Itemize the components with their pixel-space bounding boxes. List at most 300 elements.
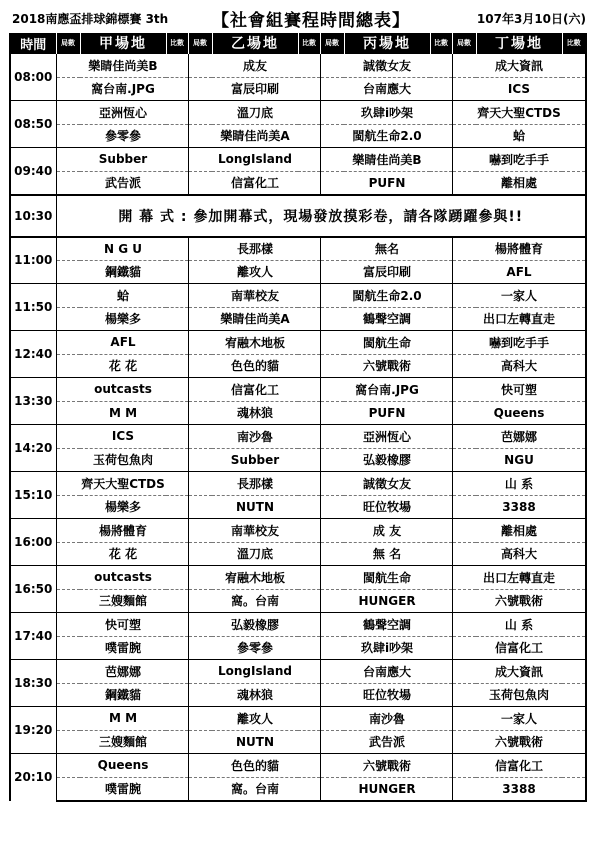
sets-cell — [188, 613, 212, 637]
sets-cell — [452, 683, 476, 707]
sets-cell — [56, 495, 80, 519]
team-name: 成大資訊 — [476, 54, 562, 78]
team-name: M M — [80, 401, 166, 425]
match-row — [10, 378, 586, 402]
score-cell — [298, 378, 320, 402]
match-row — [10, 237, 586, 261]
team-name: 離攻人 — [212, 707, 298, 731]
sets-cell — [320, 401, 344, 425]
score-cell — [430, 730, 452, 754]
sets-cell — [56, 101, 80, 125]
sets-cell — [56, 260, 80, 284]
sets-cell — [320, 613, 344, 637]
team-name: 鶴聲空調 — [344, 613, 430, 637]
score-cell — [298, 777, 320, 801]
sets-cell — [56, 237, 80, 261]
match-row — [10, 401, 586, 425]
score-cell — [166, 307, 188, 331]
score-cell — [298, 331, 320, 355]
sets-cell — [188, 777, 212, 801]
sets-cell — [56, 472, 80, 496]
team-name: 溫刀底 — [212, 101, 298, 125]
page-title: 【社會組賽程時間總表】 — [212, 11, 410, 31]
sets-cell — [452, 331, 476, 355]
sets-cell — [320, 425, 344, 449]
score-cell — [166, 472, 188, 496]
time-header: 時間 — [10, 33, 56, 54]
sets-cell — [188, 124, 212, 148]
sets-cell — [320, 472, 344, 496]
team-name: 3388 — [476, 495, 562, 519]
match-row — [10, 124, 586, 148]
schedule-body — [10, 54, 586, 801]
team-name: NUTN — [212, 730, 298, 754]
team-name: 樂睛佳尚美B — [80, 54, 166, 78]
team-name: 快可塑 — [476, 378, 562, 402]
time-slot: 12:40 — [10, 331, 56, 378]
sets-cell — [320, 354, 344, 378]
score-cell — [562, 171, 586, 195]
sets-cell — [56, 613, 80, 637]
team-name: Subber — [80, 148, 166, 172]
score-cell — [430, 754, 452, 778]
ceremony-row — [10, 195, 586, 237]
ju-header: 局數 — [452, 33, 476, 54]
bi-header: 比數 — [430, 33, 452, 54]
sets-cell — [56, 542, 80, 566]
score-cell — [298, 101, 320, 125]
team-name: 花 花 — [80, 354, 166, 378]
team-name: 離相處 — [476, 171, 562, 195]
team-name: 鋼鐵貓 — [80, 260, 166, 284]
team-name: 弘毅橡膠 — [212, 613, 298, 637]
score-cell — [298, 124, 320, 148]
sets-cell — [56, 307, 80, 331]
score-cell — [430, 448, 452, 472]
court-header-c: 丙場地 — [344, 33, 430, 54]
team-name: 旺位牧場 — [344, 683, 430, 707]
score-cell — [166, 730, 188, 754]
team-name: 窩台南.JPG — [80, 77, 166, 101]
score-cell — [562, 495, 586, 519]
score-cell — [430, 519, 452, 543]
team-name: NGU — [476, 448, 562, 472]
team-name: 高科大 — [476, 354, 562, 378]
sets-cell — [188, 260, 212, 284]
score-cell — [298, 613, 320, 637]
team-name: HUNGER — [344, 777, 430, 801]
score-cell — [430, 307, 452, 331]
score-cell — [562, 284, 586, 308]
sets-cell — [452, 237, 476, 261]
team-name: 3388 — [476, 777, 562, 801]
team-name: 六號戰術 — [476, 730, 562, 754]
team-name: 楊將體育 — [476, 237, 562, 261]
score-cell — [430, 101, 452, 125]
team-name: AFL — [476, 260, 562, 284]
bi-header: 比數 — [562, 33, 586, 54]
sets-cell — [320, 378, 344, 402]
score-cell — [298, 284, 320, 308]
score-cell — [562, 307, 586, 331]
match-row — [10, 566, 586, 590]
sets-cell — [452, 519, 476, 543]
sets-cell — [452, 401, 476, 425]
sets-cell — [452, 660, 476, 684]
match-row — [10, 636, 586, 660]
team-name: 參零參 — [80, 124, 166, 148]
sets-cell — [188, 148, 212, 172]
team-name: 誠徵女友 — [344, 54, 430, 78]
team-name: 窩。台南 — [212, 777, 298, 801]
match-row — [10, 730, 586, 754]
score-cell — [298, 472, 320, 496]
sets-cell — [452, 171, 476, 195]
sets-cell — [188, 636, 212, 660]
schedule-table — [9, 33, 587, 802]
score-cell — [430, 124, 452, 148]
sets-cell — [56, 148, 80, 172]
court-header-d: 丁場地 — [476, 33, 562, 54]
sets-cell — [56, 331, 80, 355]
score-cell — [430, 171, 452, 195]
score-cell — [298, 354, 320, 378]
sets-cell — [320, 542, 344, 566]
score-cell — [166, 519, 188, 543]
time-slot: 18:30 — [10, 660, 56, 707]
score-cell — [166, 171, 188, 195]
score-cell — [562, 425, 586, 449]
team-name: 南沙魯 — [344, 707, 430, 731]
sets-cell — [56, 566, 80, 590]
team-name: 宥融木地板 — [212, 331, 298, 355]
score-cell — [430, 660, 452, 684]
sets-cell — [452, 566, 476, 590]
team-name: 芭娜娜 — [476, 425, 562, 449]
team-name: 鶴聲空調 — [344, 307, 430, 331]
team-name: ICS — [80, 425, 166, 449]
event-date: 107年3月10日(六) — [476, 12, 586, 26]
court-header-b: 乙場地 — [212, 33, 298, 54]
team-name: 鋼鐵貓 — [80, 683, 166, 707]
team-name: LongIsland — [212, 660, 298, 684]
score-cell — [430, 683, 452, 707]
sets-cell — [188, 171, 212, 195]
match-row — [10, 707, 586, 731]
sets-cell — [56, 54, 80, 78]
team-name: 亞洲恆心 — [344, 425, 430, 449]
team-name: 花 花 — [80, 542, 166, 566]
match-row — [10, 519, 586, 543]
score-cell — [562, 660, 586, 684]
team-name: outcasts — [80, 378, 166, 402]
match-row — [10, 284, 586, 308]
sets-cell — [188, 284, 212, 308]
match-row — [10, 754, 586, 778]
team-name: 成友 — [212, 54, 298, 78]
score-cell — [166, 401, 188, 425]
sets-cell — [56, 589, 80, 613]
score-cell — [430, 237, 452, 261]
team-name: 武告派 — [344, 730, 430, 754]
sets-cell — [188, 237, 212, 261]
score-cell — [166, 237, 188, 261]
match-row — [10, 260, 586, 284]
time-slot: 15:10 — [10, 472, 56, 519]
score-cell — [298, 566, 320, 590]
score-cell — [562, 636, 586, 660]
team-name: 色色的貓 — [212, 354, 298, 378]
score-cell — [298, 519, 320, 543]
title-bar — [12, 6, 586, 30]
sets-cell — [320, 754, 344, 778]
sets-cell — [56, 660, 80, 684]
match-row — [10, 448, 586, 472]
match-row — [10, 589, 586, 613]
sets-cell — [452, 730, 476, 754]
score-cell — [430, 589, 452, 613]
sets-cell — [320, 636, 344, 660]
score-cell — [430, 613, 452, 637]
sets-cell — [320, 54, 344, 78]
sets-cell — [56, 354, 80, 378]
team-name: 窩台南.JPG — [344, 378, 430, 402]
team-name: 玉荷包魚肉 — [80, 448, 166, 472]
sets-cell — [452, 54, 476, 78]
score-cell — [562, 566, 586, 590]
score-cell — [166, 660, 188, 684]
score-cell — [298, 542, 320, 566]
sets-cell — [188, 425, 212, 449]
score-cell — [298, 589, 320, 613]
score-cell — [166, 636, 188, 660]
score-cell — [298, 171, 320, 195]
sets-cell — [188, 754, 212, 778]
score-cell — [298, 707, 320, 731]
sets-cell — [188, 354, 212, 378]
score-cell — [166, 54, 188, 78]
team-name: 窩。台南 — [212, 589, 298, 613]
sets-cell — [452, 754, 476, 778]
sets-cell — [452, 101, 476, 125]
bi-header: 比數 — [298, 33, 320, 54]
sets-cell — [452, 260, 476, 284]
match-row — [10, 425, 586, 449]
score-cell — [298, 683, 320, 707]
sets-cell — [320, 660, 344, 684]
score-cell — [430, 707, 452, 731]
time-slot: 11:00 — [10, 237, 56, 284]
sets-cell — [188, 401, 212, 425]
team-name: 信富化工 — [212, 171, 298, 195]
team-name: 離攻人 — [212, 260, 298, 284]
score-cell — [562, 54, 586, 78]
sets-cell — [320, 284, 344, 308]
team-name: 蛤 — [80, 284, 166, 308]
sets-cell — [320, 683, 344, 707]
team-name: 玖肆i吵架 — [344, 636, 430, 660]
score-cell — [166, 77, 188, 101]
sets-cell — [452, 378, 476, 402]
match-row — [10, 660, 586, 684]
team-name: 台南應大 — [344, 77, 430, 101]
ceremony-time: 10:30 — [10, 195, 56, 237]
team-name: 一家人 — [476, 284, 562, 308]
score-cell — [430, 472, 452, 496]
match-row — [10, 354, 586, 378]
team-name: 旺位牧場 — [344, 495, 430, 519]
match-row — [10, 331, 586, 355]
team-name: 楊將體育 — [80, 519, 166, 543]
team-name: 南華校友 — [212, 519, 298, 543]
team-name: 一家人 — [476, 707, 562, 731]
ju-header: 局數 — [56, 33, 80, 54]
team-name: 出口左轉直走 — [476, 307, 562, 331]
sets-cell — [452, 472, 476, 496]
score-cell — [166, 777, 188, 801]
score-cell — [166, 566, 188, 590]
team-name: 玖肆i吵架 — [344, 101, 430, 125]
team-name: 楊樂多 — [80, 495, 166, 519]
score-cell — [166, 148, 188, 172]
sets-cell — [452, 354, 476, 378]
score-cell — [562, 124, 586, 148]
sets-cell — [320, 730, 344, 754]
team-name: 三嫂麵館 — [80, 730, 166, 754]
team-name: 玉荷包魚肉 — [476, 683, 562, 707]
ceremony-text: 開 幕 式 : 參加開幕式，現場發放摸彩卷，請各隊踴躍參與!! — [56, 195, 586, 237]
score-cell — [562, 542, 586, 566]
sets-cell — [188, 448, 212, 472]
sets-cell — [188, 660, 212, 684]
score-cell — [166, 354, 188, 378]
match-row — [10, 495, 586, 519]
team-name: 無名 — [344, 237, 430, 261]
team-name: 長那樣 — [212, 237, 298, 261]
sets-cell — [320, 589, 344, 613]
team-name: 信富化工 — [476, 636, 562, 660]
score-cell — [298, 77, 320, 101]
time-slot: 19:20 — [10, 707, 56, 754]
team-name: PUFN — [344, 171, 430, 195]
sets-cell — [56, 425, 80, 449]
team-name: 富辰印刷 — [344, 260, 430, 284]
sets-cell — [188, 101, 212, 125]
time-slot: 11:50 — [10, 284, 56, 331]
team-name: 信富化工 — [212, 378, 298, 402]
team-name: 誠徵女友 — [344, 472, 430, 496]
score-cell — [166, 331, 188, 355]
header-row — [10, 33, 586, 54]
score-cell — [562, 237, 586, 261]
score-cell — [562, 707, 586, 731]
team-name: Queens — [476, 401, 562, 425]
team-name: 楊樂多 — [80, 307, 166, 331]
sets-cell — [188, 331, 212, 355]
team-name: 樂睛佳尚美B — [344, 148, 430, 172]
score-cell — [166, 284, 188, 308]
team-name: ICS — [476, 77, 562, 101]
team-name: 齊天大聖CTDS — [80, 472, 166, 496]
team-name: 快可塑 — [80, 613, 166, 637]
team-name: 閩航生命 — [344, 566, 430, 590]
match-row — [10, 171, 586, 195]
team-name: 芭娜娜 — [80, 660, 166, 684]
score-cell — [430, 354, 452, 378]
score-cell — [430, 566, 452, 590]
team-name: 南華校友 — [212, 284, 298, 308]
team-name: 六號戰術 — [344, 754, 430, 778]
sets-cell — [56, 707, 80, 731]
sets-cell — [188, 307, 212, 331]
time-slot: 08:50 — [10, 101, 56, 148]
team-name: 宥融木地板 — [212, 566, 298, 590]
sets-cell — [188, 495, 212, 519]
sets-cell — [452, 542, 476, 566]
team-name: 武告派 — [80, 171, 166, 195]
team-name: Subber — [212, 448, 298, 472]
team-name: 閩航生命2.0 — [344, 124, 430, 148]
score-cell — [562, 148, 586, 172]
team-name: 溫刀底 — [212, 542, 298, 566]
team-name: 齊天大聖CTDS — [476, 101, 562, 125]
score-cell — [166, 613, 188, 637]
time-slot: 20:10 — [10, 754, 56, 801]
sets-cell — [320, 777, 344, 801]
sets-cell — [452, 636, 476, 660]
score-cell — [562, 589, 586, 613]
team-name: 山 系 — [476, 613, 562, 637]
time-slot: 08:00 — [10, 54, 56, 101]
score-cell — [430, 777, 452, 801]
sets-cell — [320, 448, 344, 472]
match-row — [10, 54, 586, 78]
sets-cell — [452, 425, 476, 449]
sets-cell — [56, 636, 80, 660]
score-cell — [166, 260, 188, 284]
score-cell — [166, 101, 188, 125]
match-row — [10, 307, 586, 331]
score-cell — [430, 495, 452, 519]
team-name: 弘毅橡膠 — [344, 448, 430, 472]
score-cell — [562, 777, 586, 801]
time-slot: 16:00 — [10, 519, 56, 566]
sets-cell — [188, 519, 212, 543]
team-name: 成 友 — [344, 519, 430, 543]
sets-cell — [452, 448, 476, 472]
team-name: PUFN — [344, 401, 430, 425]
match-row — [10, 472, 586, 496]
sets-cell — [320, 148, 344, 172]
court-header-a: 甲場地 — [80, 33, 166, 54]
sets-cell — [320, 707, 344, 731]
time-slot: 17:40 — [10, 613, 56, 660]
score-cell — [166, 124, 188, 148]
score-cell — [562, 519, 586, 543]
match-row — [10, 101, 586, 125]
score-cell — [298, 660, 320, 684]
sets-cell — [188, 707, 212, 731]
sets-cell — [452, 148, 476, 172]
sets-cell — [320, 495, 344, 519]
score-cell — [298, 425, 320, 449]
sets-cell — [320, 101, 344, 125]
score-cell — [166, 683, 188, 707]
team-name: Queens — [80, 754, 166, 778]
time-slot: 09:40 — [10, 148, 56, 195]
score-cell — [562, 401, 586, 425]
sets-cell — [188, 378, 212, 402]
